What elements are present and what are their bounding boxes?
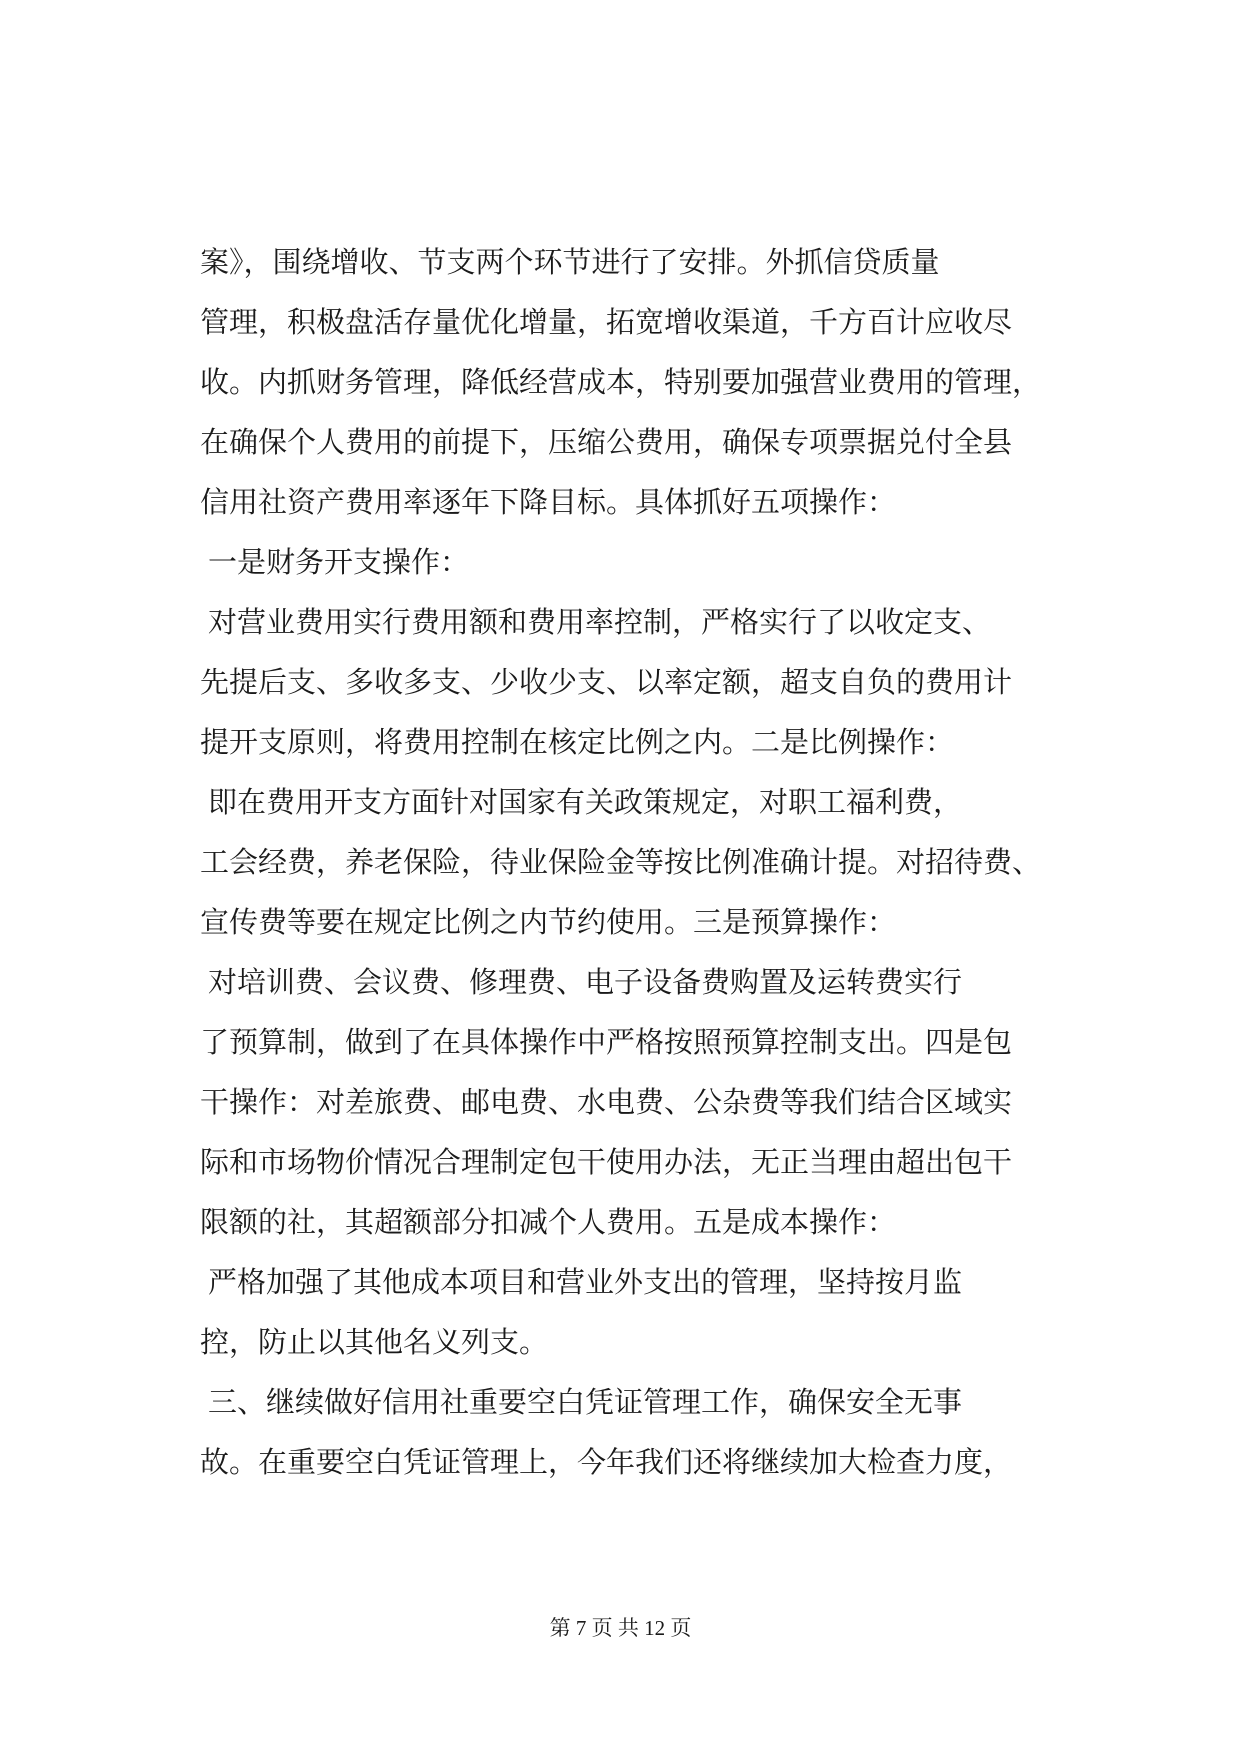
text-line: 工会经费，养老保险，待业保险金等按比例准确计提。对招待费、: [200, 845, 1042, 879]
text-line: 干操作：对差旅费、邮电费、水电费、公杂费等我们结合区域实: [200, 1085, 1013, 1119]
paragraph-first-line: 严格加强了其他成本项目和营业外支出的管理，坚持按月监: [208, 1265, 963, 1299]
paragraph-first-line: 即在费用开支方面针对国家有关政策规定，对职工福利费，: [208, 785, 963, 819]
text-line: 控，防止以其他名义列支。: [200, 1325, 549, 1359]
paragraph-first-line: 对培训费、会议费、修理费、电子设备费购置及运转费实行: [208, 965, 963, 999]
paragraph-first-line: 一是财务开支操作：: [208, 545, 470, 579]
text-line: 先提后支、多收多支、少收少支、以率定额，超支自负的费用计: [200, 665, 1013, 699]
body-text: [200, 232, 1080, 1492]
text-line: 在确保个人费用的前提下，压缩公费用，确保专项票据兑付全县: [200, 425, 1013, 459]
text-line: 限额的社，其超额部分扣减个人费用。五是成本操作：: [200, 1205, 897, 1239]
paragraph-first-line: 三、继续做好信用社重要空白凭证管理工作，确保安全无事: [208, 1385, 963, 1419]
text-line: 际和市场物价情况合理制定包干使用办法，无正当理由超出包干: [200, 1145, 1013, 1179]
text-line: 信用社资产费用率逐年下降目标。具体抓好五项操作：: [200, 485, 897, 519]
text-line: 收。内抓财务管理，降低经营成本，特别要加强营业费用的管理，: [200, 365, 1042, 399]
text-line: 了预算制，做到了在具体操作中严格按照预算控制支出。四是包: [200, 1025, 1013, 1059]
text-line: 提开支原则，将费用控制在核定比例之内。二是比例操作：: [200, 725, 955, 759]
text-line: 案》，围绕增收、节支两个环节进行了安排。外抓信贷质量: [200, 245, 940, 279]
text-line: 宣传费等要在规定比例之内节约使用。三是预算操作：: [200, 905, 897, 939]
page-footer: 第 7 页 共 12 页: [549, 1616, 692, 1640]
text-line: 故。在重要空白凭证管理上，今年我们还将继续加大检查力度，: [200, 1445, 1013, 1479]
text-line: 管理，积极盘活存量优化增量，拓宽增收渠道，千方百计应收尽: [200, 305, 1013, 339]
paragraph-first-line: 对营业费用实行费用额和费用率控制，严格实行了以收定支、: [208, 605, 992, 639]
